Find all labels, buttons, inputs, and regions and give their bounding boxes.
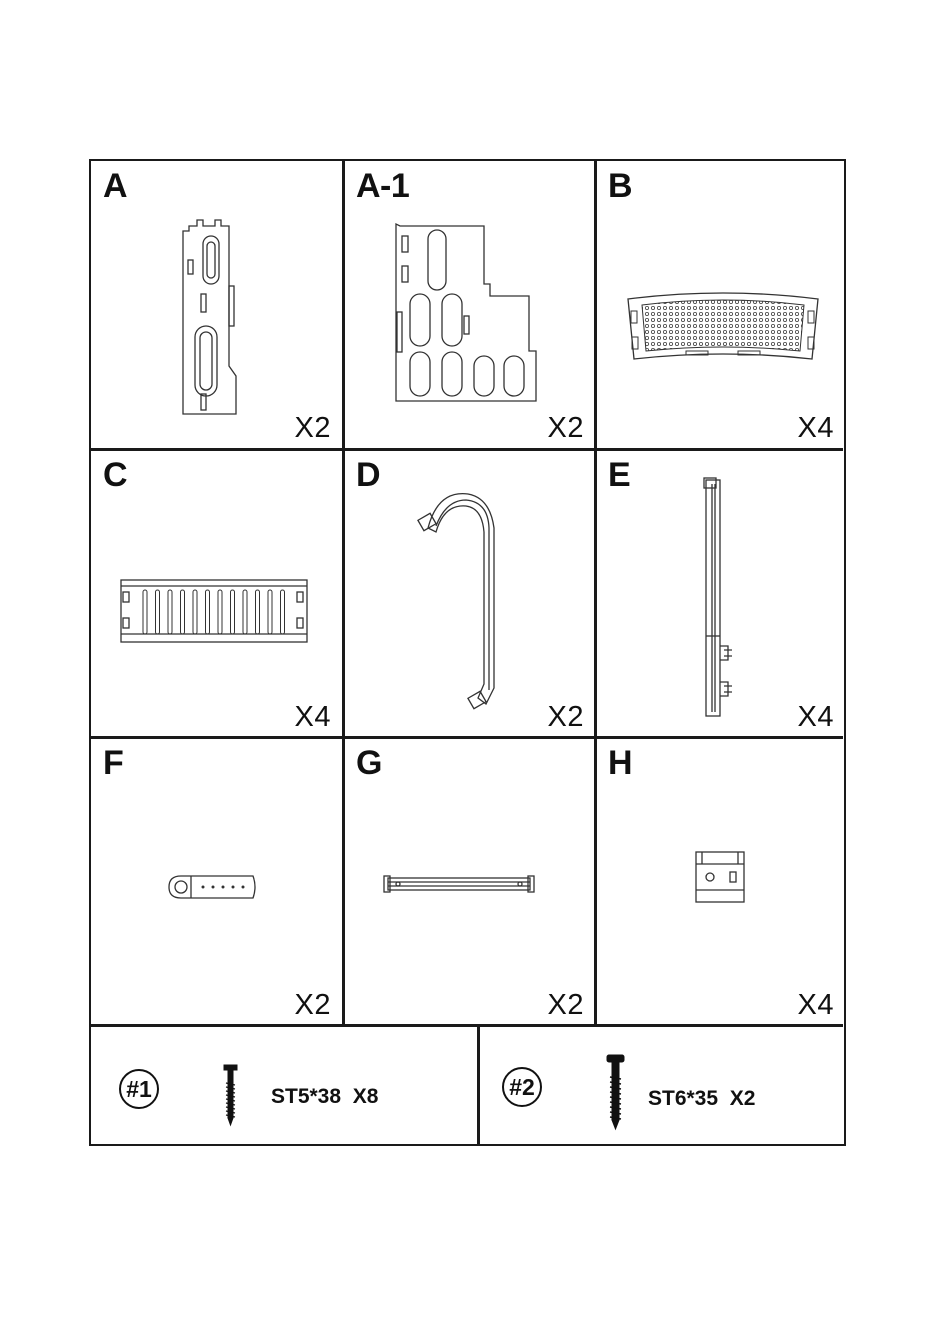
screw-quantity: X8 [352, 1085, 379, 1108]
hardware-badge: #2 [502, 1067, 542, 1107]
part-label: C [103, 456, 128, 494]
screw-spec [271, 1085, 378, 1109]
part-cell-g [344, 738, 596, 1026]
part-label: F [103, 744, 124, 782]
slatted-panel-icon [119, 578, 309, 646]
part-label: H [608, 744, 633, 782]
part-label: E [608, 456, 631, 494]
part-label: G [356, 744, 382, 782]
part-quantity: X2 [547, 412, 584, 444]
part-label: B [608, 167, 633, 205]
vertical-post-icon [704, 476, 744, 718]
screw-icon [604, 1053, 628, 1133]
perforated-curved-panel-icon [626, 293, 821, 365]
side-panel-bracket-icon [181, 216, 241, 416]
screw-size: ST5*38 [271, 1085, 342, 1108]
part-quantity: X4 [797, 989, 834, 1021]
screw-spec [648, 1087, 755, 1111]
joint-clip-icon [694, 850, 748, 906]
part-cell-b [596, 161, 846, 449]
curved-handle-bar-icon [418, 488, 508, 718]
hardware-cell-2 [480, 1027, 846, 1146]
part-quantity: X2 [294, 989, 331, 1021]
part-quantity: X2 [294, 412, 331, 444]
part-quantity: X4 [797, 701, 834, 733]
hardware-badge: #1 [119, 1069, 159, 1109]
part-cell-f [91, 738, 343, 1026]
part-cell-a [91, 161, 343, 449]
part-quantity: X4 [797, 412, 834, 444]
part-cell-e [596, 450, 846, 738]
corner-panel-bracket-icon [394, 216, 544, 411]
connector-plate-icon [167, 872, 259, 902]
part-quantity: X2 [547, 989, 584, 1021]
part-label: D [356, 456, 381, 494]
part-label: A [103, 167, 128, 205]
part-cell-a1 [344, 161, 596, 449]
part-cell-d [344, 450, 596, 738]
part-label: A-1 [356, 167, 410, 205]
cross-rail-icon [382, 874, 537, 896]
part-quantity: X2 [547, 701, 584, 733]
screw-quantity: X2 [729, 1087, 756, 1110]
part-cell-c [91, 450, 343, 738]
screw-size: ST6*35 [648, 1087, 719, 1110]
hardware-cell-1 [91, 1027, 478, 1146]
part-cell-h [596, 738, 846, 1026]
part-quantity: X4 [294, 701, 331, 733]
screw-icon [221, 1063, 241, 1127]
parts-list-sheet [89, 159, 846, 1146]
